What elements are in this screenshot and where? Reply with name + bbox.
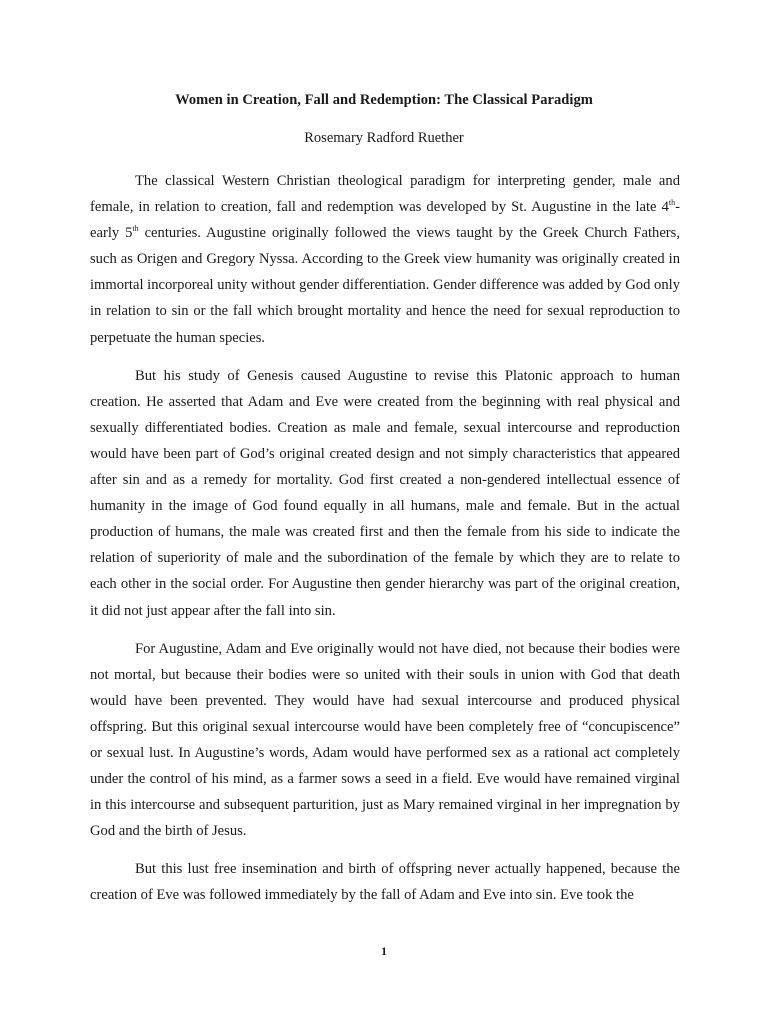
paragraph-1-text-b: -early 5 [90, 199, 680, 242]
paragraph-1 [90, 168, 680, 351]
document-title: Women in Creation, Fall and Redemption: The Classical Paradigm [175, 92, 593, 108]
document-author: Rosemary Radford Ruether [304, 130, 464, 146]
paragraph-2: But his study of Genesis caused Augustine to revise this Platonic approach to human creation. He asserted that Adam and Eve were created from the beginning with real physical and sexually differentiated bodies. Creation as male and female, sexual intercourse and reproduction would have been part of God’s original created design and not simply characteristics that appeared after sin and as a remedy for mortality. God first created a non-gendered intellectual essence of humanity in the image of God found equally in all humans, male and female. But in the actual production of humans, the male was created first and then the female from his side to indicate the relation of superiority of male and the subordination of the female by which they are to relate to each other in the social order. For Augustine then gender hierarchy was part of the original creation, it did not just appear after the fall into sin. [90, 367, 680, 619]
page-number: 1 [381, 944, 387, 958]
document-body [90, 168, 680, 909]
paragraph-4: But this lust free insemination and birth of offspring never actually happened, because the creation of Eve was followed immediately by the fall of Adam and Eve into sin. Eve took the [90, 861, 680, 904]
superscript-th-1: th [668, 198, 676, 208]
superscript-th-2: th [132, 224, 139, 234]
paragraph-3: For Augustine, Adam and Eve originally would not have died, not because their bodies were not mortal, but because their bodies were so united with their souls in union with God that death would have been prevented. They would have had sexual intercourse and produced physical offspring. But this original sexual intercourse would have been completely free of “concupiscence” or sexual lust. In Augustine’s words, Adam would have performed sex as a rational act completely under the control of his mind, as a farmer sows a seed in a field. Eve would have remained virginal in this intercourse and subsequent parturition, just as Mary remained virginal in her impregnation by God and the birth of Jesus. [90, 640, 680, 840]
paragraph-1-text-a: The classical Western Christian theological paradigm for interpreting gender, male and female, in relation to creation, fall and redemption was developed by St. Augustine in the late 4 [90, 173, 680, 216]
paragraph-1-text-c: centuries. Augustine originally followed the views taught by the Greek Church Fathers, such as Origen and Gregory Nyssa. According to the Greek view humanity was originally created in immortal incorporeal unity without gender differentiation. Gender difference was added by God only in relation to sin or the fall which brought mortality and hence the need for sexual reproduction to perpetuate the human species. [90, 225, 680, 346]
